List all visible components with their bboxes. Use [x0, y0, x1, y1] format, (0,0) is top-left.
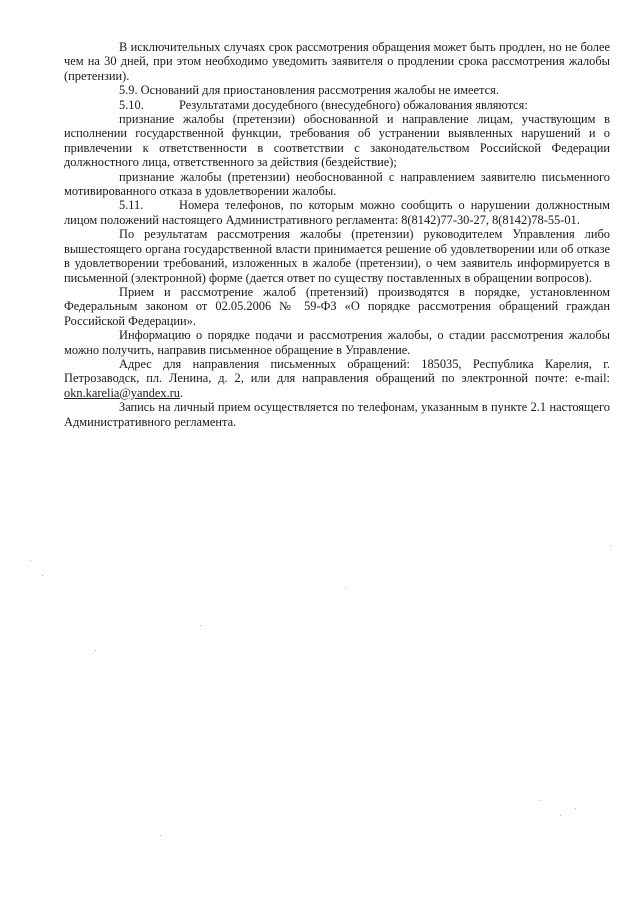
paragraph-text: 5.9. Оснований для приостановления рассмотрения жалобы не имеется.	[119, 83, 499, 98]
paragraph-complaint-unjustified	[64, 170, 610, 199]
paragraph-information	[64, 328, 610, 357]
paragraph-text: Номера телефонов, по которым можно сообщить о нарушении должностным лицом положений настоящего Административного регламента: 8(8142)77-30-27, 8(8142)78-55-01.	[64, 198, 610, 227]
paragraph-text-end: .	[180, 385, 184, 400]
scan-speck	[575, 808, 576, 809]
paragraph-review-results	[64, 227, 610, 285]
paragraph-5-11	[64, 198, 610, 227]
scan-speck	[610, 545, 611, 546]
paragraph-text: Результатами досудебного (внесудебного) обжалования являются:	[179, 97, 528, 112]
scan-speck	[560, 815, 561, 816]
email-link[interactable]: okn.karelia@yandex.ru	[64, 385, 180, 400]
paragraph-5-10	[64, 98, 610, 112]
scan-speck	[200, 625, 201, 626]
paragraph-text: Адрес для направления письменных обращений: 185035, Республика Карелия, г. Петрозаводск, пл. Ленина, д. 2, или для направления обращений по электронной почте: e-mail:	[64, 356, 610, 386]
scan-speck	[160, 835, 161, 836]
section-number: 5.10.	[119, 97, 144, 112]
scan-speck	[540, 800, 541, 801]
paragraph-text: признание жалобы (претензии) необоснованной с направлением заявителю письменного мотивированного отказа в удовлетворении жалобы.	[64, 169, 610, 199]
paragraph-federal-law	[64, 285, 610, 328]
paragraph-text: По результатам рассмотрения жалобы (претензии) руководителем Управления либо вышестоящего органа государственной власти принимается решение об удовлетворении или об отказе в удовлетворении требований, изложенных в жалобе (претензии), о чем заявитель информируется в письменной (электронной) форме (дается ответ по существу поставленных в обращении вопросов).	[64, 227, 610, 285]
scan-speck	[345, 588, 346, 589]
paragraph-extension-term	[64, 40, 610, 83]
paragraph-5-9	[64, 83, 610, 97]
paragraph-text: признание жалобы (претензии) обоснованной и направление лицам, участвующим в исполнении государственной функции, требования об устранении выявленных нарушений и о привлечении к ответственности в соответствии с законодательством Российской Федерации должностного лица, ответственного за действия (бездействие);	[64, 112, 610, 170]
paragraph-text: Запись на личный прием осуществляется по телефонам, указанным в пункте 2.1 настоящего Административного регламента.	[64, 400, 610, 429]
paragraph-text: Прием и рассмотрение жалоб (претензий) производятся в порядке, установленном Федеральным законом от 02.05.2006 № 59-ФЗ «О порядке рассмотрения обращений граждан Российской Федерации».	[64, 284, 610, 328]
document-body	[64, 40, 610, 429]
paragraph-appointment	[64, 400, 610, 429]
paragraph-address	[64, 357, 610, 400]
paragraph-text: Информацию о порядке подачи и рассмотрения жалобы, о стадии рассмотрения жалобы можно получить, направив письменное обращение в Управление.	[64, 328, 610, 357]
scan-speck	[42, 575, 43, 576]
paragraph-complaint-justified	[64, 112, 610, 170]
scan-speck	[30, 560, 31, 561]
paragraph-text: В исключительных случаях срок рассмотрения обращения может быть продлен, но не более чем на 30 дней, при этом необходимо уведомить заявителя о продлении срока рассмотрения жалобы (претензии).	[64, 40, 610, 83]
scan-speck	[95, 650, 96, 651]
section-number: 5.11.	[119, 198, 144, 213]
